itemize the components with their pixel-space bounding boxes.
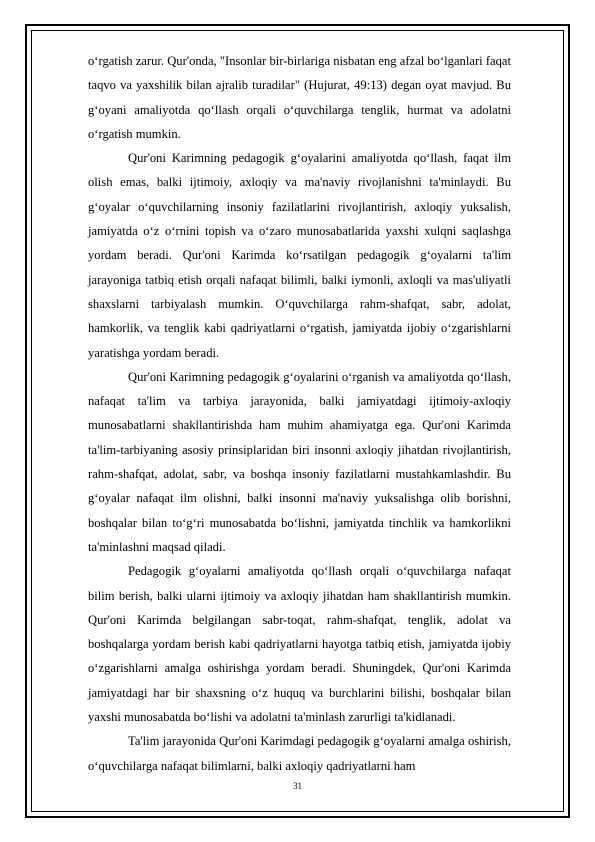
paragraph-4: Pedagogik g‘oyalarni amaliyotda qo‘llash orqali o‘quvchilarga nafaqat bilim berish, balki ularni ijtimoiy va axloqiy jihatdan ham shakllantirish mumkin. Qur'oni Karimda belgilangan sabr-toqat, rahm-shafqat, tenglik, adolat va boshqalarga yordam berish kabi qadriyatlarni hayotga tatbiq etish, jamiyatda ijobiy o‘zgarishlarni amalga oshirishga yordam beradi. Shuningdek, Qur'oni Karimda jamiyatdagi har bir shaxsning o‘z huquq va burchlarini bilishi, boshqalar bilan yaxshi munosabatda bo‘lishi va adolatni ta'minlash zarurligi ta'kidlanadi. (88, 564, 511, 725)
page-number: 31 (293, 781, 302, 791)
paragraph-2: Qur'oni Karimning pedagogik g‘oyalarini amaliyotda qo‘llash, faqat ilm olish emas, balki ijtimoiy, axloqiy va ma'naviy rivojlanishni ta'minlaydi. Bu g‘oyalar o‘quvchilarning insoniy fazilatlarini rivojlantirish, axloqiy yuksalish, jamiyatda o‘z o‘rnini topish va o‘zaro munosabatlarida yaxshi xulqni saqlashga yordam beradi. Qur'oni Karimda ko‘rsatilgan pedagogik g‘oyalarni ta'lim jarayoniga tatbiq etish orqali nafaqat bilimli, balki iymonli, axloqli va mas'uliyatli shaxslarni tarbiyalash mumkin. O‘quvchilarga rahm-shafqat, sabr, adolat, hamkorlik, va tenglik kabi qadriyatlarni o‘rgatish, jamiyatda ijobiy o‘zgarishlarni yaratishga yordam beradi. (88, 151, 511, 360)
paragraph-5: Ta'lim jarayonida Qur'oni Karimdagi pedagogik g‘oyalarni amalga oshirish, o‘quvchilarga nafaqat bilimlarni, balki axloqiy qadriyatlarni ham (88, 734, 511, 773)
page-body (88, 49, 511, 778)
paragraph-3: Qur'oni Karimning pedagogik g‘oyalarini o‘rganish va amaliyotda qo‘llash, nafaqat ta'lim va tarbiya jarayonida, balki jamiyatdagi ijtimoiy-axloqiy munosabatlarni shakllantirishda ham muhim ahamiyatga ega. Qur'oni Karimda ta'lim-tarbiyaning asosiy prinsiplaridan biri insonni axloqiy jihatdan rivojlantirish, rahm-shafqat, adolat, sabr, va boshqa insoniy fazilatlarni mustahkamlashdir. Bu g‘oyalar nafaqat ilm olishni, balki insonni ma'naviy yuksalishga olib borishni, boshqalar bilan to‘g‘ri munosabatda bo‘lishni, jamiyatda tinchlik va hamkorlikni ta'minlashni maqsad qiladi. (88, 369, 511, 554)
paragraph-1: o‘rgatish zarur. Qur'onda, "Insonlar bir-birlariga nisbatan eng afzal bo‘lganlari faqat taqvo va yaxshilik bilan ajralib turadilar" (Hujurat, 49:13) degan oyat mavjud. Bu g‘oyani amaliyotda qo‘llash orqali o‘quvchilarga tenglik, hurmat va adolatni o‘rgatish mumkin. (88, 54, 511, 141)
